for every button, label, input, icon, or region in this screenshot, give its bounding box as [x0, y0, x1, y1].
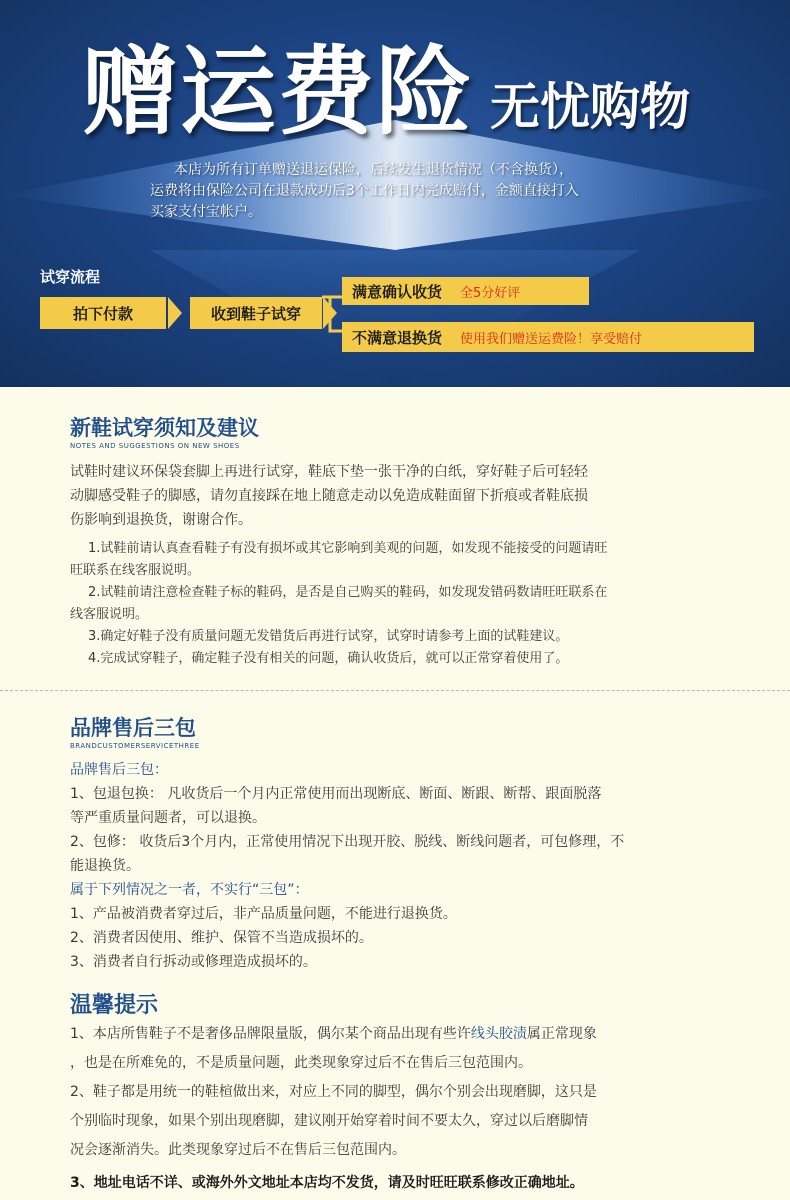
- notice-line: 运费将由保险公司在退款成功后3个工作日内完成赔付，金额直接打入: [150, 183, 579, 199]
- tip-line: 3、地址电话不详、或海外外文地址本店均不发货，请及时旺旺联系修改正确地址。: [70, 1175, 584, 1191]
- exclusion-lead: 属于下列情况之一者，不实行“三包”：: [70, 882, 309, 898]
- tip-line: [70, 1020, 770, 1049]
- headline-main: 赠运费险: [82, 36, 474, 148]
- unsatisfied-label: 不满意退换货: [352, 328, 443, 347]
- flow-outcome-unsatisfied: [342, 322, 754, 352]
- satisfied-label: 满意确认收货: [352, 282, 443, 301]
- warranty-title: 品牌售后三包: [70, 716, 196, 740]
- satisfied-note: 全5分好评: [460, 285, 521, 301]
- tips-title: 温馨提示: [70, 993, 159, 1018]
- page-headline: [82, 30, 690, 148]
- list-item: 3.确定好鞋子没有质量问题无发错货后再进行试穿，试穿时请参考上面的试鞋建议。: [88, 629, 569, 644]
- warranty-line: 能退换货。: [70, 858, 140, 874]
- tryon-subtitle: NOTES AND SUGGESTIONS ON NEW SHOES: [70, 442, 240, 450]
- insurance-notice: [150, 160, 670, 223]
- warranty-line: 1、包退包换： 凡收货后一个月内正常使用而出现断底、断面、断跟、断帮、跟面脱落: [70, 786, 602, 802]
- notice-line: 本店为所有订单赠送退运保险，后续发生退货情况（不含换货），: [174, 162, 573, 178]
- list-item: 4.完成试穿鞋子，确定鞋子没有相关的问题，确认收货后，就可以正常穿着使用了。: [88, 651, 569, 666]
- tip-line: 个别临时现象，如果个别出现磨脚，建议刚开始穿着时间不要太久，穿过以后磨脚情: [70, 1113, 588, 1129]
- warranty-lead: 品牌售后三包：: [70, 762, 168, 778]
- intro-line: 试鞋时建议环保袋套脚上再进行试穿，鞋底下垫一张干净的白纸，穿好鞋子后可轻轻: [70, 464, 588, 480]
- list-item: 线客服说明。: [70, 607, 149, 622]
- warranty-line: 等严重质量问题者，可以退换。: [70, 810, 266, 826]
- unsatisfied-note: 使用我们赠送运费险！享受赔付: [460, 331, 643, 347]
- list-item: 2.试鞋前请注意检查鞋子标的鞋码，是否是自己购买的鞋码，如发现发错码数请旺旺联系在: [88, 585, 608, 600]
- warranty-line: 2、包修： 收货后3个月内，正常使用情况下出现开胶、脱线、断线问题者，可包修理，不: [70, 834, 625, 850]
- tips-body: [70, 1020, 770, 1198]
- tip-text: 属正常现象: [526, 1026, 597, 1042]
- exclusion-line: 3、消费者自行拆动或修理造成损坏的。: [70, 954, 317, 970]
- tryon-title: 新鞋试穿须知及建议: [70, 416, 259, 440]
- warranty-body: [70, 758, 760, 974]
- list-item: 1.试鞋前请认真查看鞋子有没有损坏或其它影响到美观的问题，如发现不能接受的问题请旺: [88, 541, 608, 556]
- tryon-intro: [70, 460, 750, 532]
- flow-title: 试穿流程: [40, 268, 101, 286]
- branch-connector-icon: [322, 291, 342, 337]
- tip-line: 2、鞋子都是用统一的鞋楦做出来，对应上不同的脚型，偶尔个别会出现磨脚，这只是: [70, 1084, 597, 1100]
- flow-step-pay: 拍下付款: [40, 297, 166, 329]
- intro-line: 伤影响到退换货，谢谢合作。: [70, 512, 252, 528]
- flow-step-try-on: 收到鞋子试穿: [190, 297, 322, 329]
- exclusion-line: 1、产品被消费者穿过后，非产品质量问题，不能进行退换货。: [70, 906, 457, 922]
- tip-line: 况会逐渐消失。此类现象穿过后不在售后三包范围内。: [70, 1142, 406, 1158]
- tip-line: ，也是在所难免的，不是质量问题，此类现象穿过后不在售后三包范围内。: [70, 1055, 532, 1071]
- tryon-item-list: [70, 538, 738, 670]
- notice-line: 买家支付宝帐户。: [150, 204, 262, 220]
- exclusion-line: 2、消费者因使用、维护、保管不当造成损坏的。: [70, 930, 373, 946]
- intro-line: 动脚感受鞋子的脚感，请勿直接踩在地上随意走动以免造成鞋面留下折痕或者鞋底损: [70, 488, 588, 504]
- list-item: 旺联系在线客服说明。: [70, 563, 201, 578]
- section-divider: [0, 690, 790, 691]
- promo-banner: [0, 0, 790, 387]
- flow-outcome-satisfied: [342, 277, 589, 305]
- arrow-right-icon: [168, 297, 182, 329]
- tip-text: 1、本店所售鞋子不是奢侈品牌限量版，偶尔某个商品出现有些许: [70, 1026, 471, 1042]
- tip-highlight: 线头胶渍: [470, 1026, 527, 1042]
- headline-secondary: 无忧购物: [490, 78, 690, 136]
- warranty-subtitle: BRANDCUSTOMERSERVICETHREE: [70, 742, 200, 750]
